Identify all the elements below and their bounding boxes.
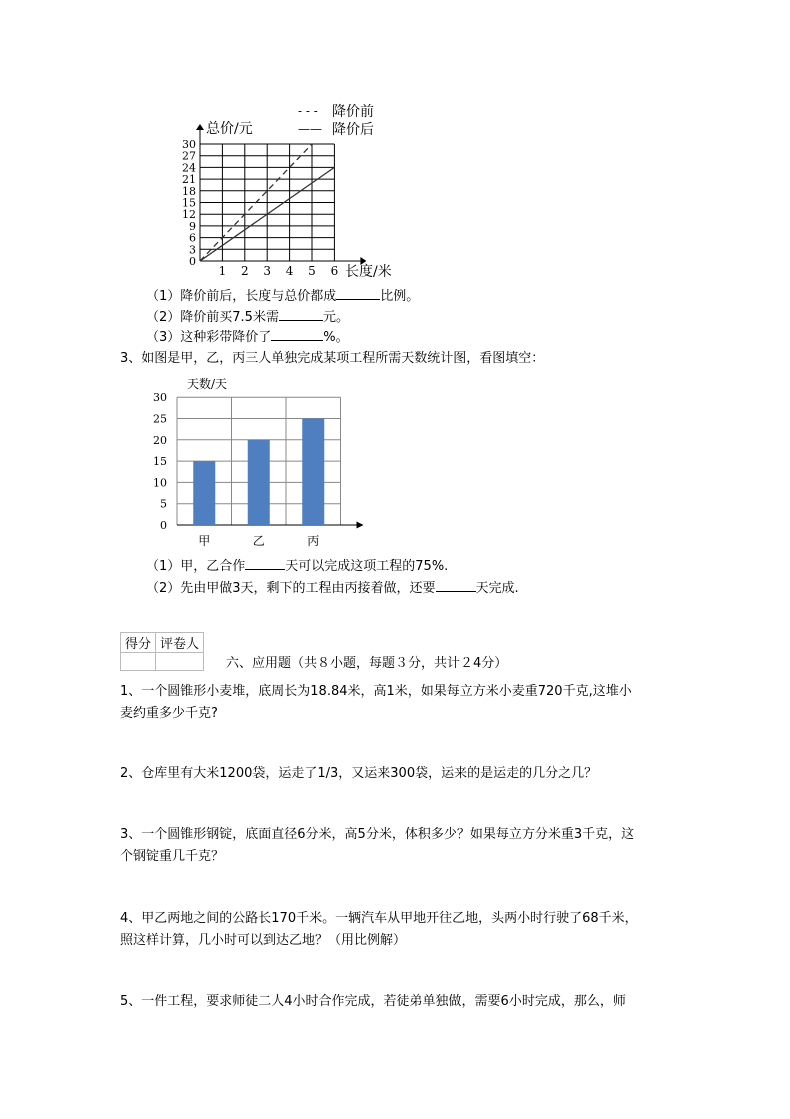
line-chart-y-tick: 30 xyxy=(182,138,196,151)
bar-q2-text: （2）先由甲做3天，剩下的工程由丙接着做，还要 xyxy=(146,581,436,596)
bar-chart-y-tick: 15 xyxy=(153,455,167,469)
line-chart-x-ticks xyxy=(219,264,339,278)
bar-chart-y-tick: 30 xyxy=(153,391,167,405)
bar-chart-y-axis-label: 天数/天 xyxy=(187,377,228,391)
bar-chart-y-ticks xyxy=(153,391,167,532)
bar-chart-y-tick: 5 xyxy=(160,497,167,511)
problem3-intro: 3、如图是甲，乙，丙三人单独完成某项工程所需天数统计图，看图填空： xyxy=(120,351,545,366)
line-q2-text: （2）降价前买7.5米需 xyxy=(146,310,279,325)
line-q2-blank[interactable] xyxy=(279,307,323,321)
line-chart-y-tick: 27 xyxy=(182,149,196,163)
line-chart-y-tick: 3 xyxy=(189,243,196,257)
line-chart-x-tick: 5 xyxy=(308,264,316,278)
line-chart-y-tick: 0 xyxy=(189,255,196,268)
line-chart-y-tick: 21 xyxy=(182,173,196,187)
line-q1-blank[interactable] xyxy=(336,286,380,300)
score-table xyxy=(120,632,204,671)
problem-6-5-line1: 5、一件工程，要求师徒二人4小时合作完成，若徒弟单独做，需要6小时完成，那么，师 xyxy=(120,994,626,1009)
bar-q1-text: （1）甲，乙合作 xyxy=(146,559,246,574)
line-chart-x-tick: 4 xyxy=(285,264,294,278)
bar-q1-blank[interactable] xyxy=(245,556,285,570)
problem-6-1-line2: 麦约重多少千克? xyxy=(120,706,218,721)
legend-before-mark: - - - xyxy=(298,104,318,118)
line-chart-x-tick: 1 xyxy=(218,264,227,278)
bar-chart-y-tick: 20 xyxy=(153,433,167,447)
section6-title: 六、应用题（共８小题，每题３分，共计２4分） xyxy=(226,656,508,671)
problem-6-4-line2: 照这样计算，几小时可以到达乙地？（用比例解） xyxy=(120,933,407,948)
line-q3 xyxy=(146,327,349,346)
problem-6-1-line1: 1、一个圆锥形小麦堆，底周长为18.84米，高1米，如果每立方米小麦重720千克,这堆小 xyxy=(120,684,632,699)
score-header: 得分 xyxy=(121,633,156,653)
problem-6-3-line1: 3、一个圆锥形钢锭，底面直径6分米，高5分米，体积多少？如果每立方分米重3千克，这 xyxy=(120,827,635,842)
score-cell[interactable] xyxy=(121,653,156,671)
bar-chart-x-ticks xyxy=(198,534,319,548)
line-q1-text: （1）降价前后，长度与总价都成 xyxy=(146,289,337,304)
line-chart-y-arrow xyxy=(196,124,204,130)
bar-q2 xyxy=(146,578,519,597)
line-chart-y-tick: 9 xyxy=(189,219,196,233)
bar-chart-y-tick: 0 xyxy=(160,519,167,532)
legend-after-label: 降价后 xyxy=(332,122,374,138)
line-q2 xyxy=(146,307,349,326)
line-chart-x-tick: 3 xyxy=(263,264,272,278)
line-q3-suffix: %。 xyxy=(323,330,349,345)
line-chart-x-tick: 6 xyxy=(330,264,339,278)
bar-q2-blank[interactable] xyxy=(436,578,476,592)
problem-6-3-line2: 个钢锭重几千克？ xyxy=(120,849,225,864)
line-chart-y-tick: 18 xyxy=(182,184,196,198)
line-chart-y-ticks xyxy=(182,138,196,268)
work-days-bar-chart xyxy=(135,372,375,552)
line-chart-y-tick: 6 xyxy=(189,231,196,245)
bar-q1-suffix: 天可以完成这项工程的75%. xyxy=(285,559,449,574)
bar-1 xyxy=(193,461,215,525)
bar-chart-category-label: 乙 xyxy=(252,534,265,548)
line-chart-grid xyxy=(196,124,366,265)
line-chart-y-axis-label: 总价/元 xyxy=(206,121,253,137)
line-q1-suffix: 比例。 xyxy=(380,289,420,304)
bar-chart-y-tick: 25 xyxy=(153,412,167,426)
line-q1 xyxy=(146,286,419,305)
line-chart-y-tick: 15 xyxy=(182,196,196,210)
problem-6-4-line1: 4、甲乙两地之间的公路长170千米。一辆汽车从甲地开往乙地，头两小时行驶了68千米， xyxy=(120,911,638,926)
line-chart-x-tick: 2 xyxy=(240,264,249,278)
bar-3 xyxy=(302,419,324,526)
problem-6-2-line1: 2、仓库里有大米1200袋，运走了1/3，又运来300袋，运来的是运走的几分之几？ xyxy=(120,766,598,781)
legend-after-mark: —— xyxy=(298,122,322,136)
line-q2-suffix: 元。 xyxy=(322,310,349,325)
legend-before-label: 降价前 xyxy=(332,104,374,120)
bar-chart-x-arrow xyxy=(357,522,364,529)
grader-cell[interactable] xyxy=(156,653,204,671)
line-q3-text: （3）这种彩带降价了 xyxy=(146,330,272,345)
bar-chart-category-label: 甲 xyxy=(198,534,211,548)
line-chart-y-tick: 24 xyxy=(182,161,196,175)
bar-2 xyxy=(248,440,270,525)
bar-chart-bars xyxy=(193,419,324,526)
line-q3-blank[interactable] xyxy=(271,327,323,341)
bar-q1 xyxy=(146,556,448,575)
price-length-line-chart xyxy=(170,100,410,280)
line-chart-y-tick: 12 xyxy=(182,208,196,222)
bar-q2-suffix: 天完成. xyxy=(475,581,519,596)
grader-header: 评卷人 xyxy=(156,633,204,653)
line-chart-x-axis-label: 长度/米 xyxy=(345,264,392,280)
bar-chart-y-tick: 10 xyxy=(153,476,167,490)
bar-chart-category-label: 丙 xyxy=(307,534,320,548)
